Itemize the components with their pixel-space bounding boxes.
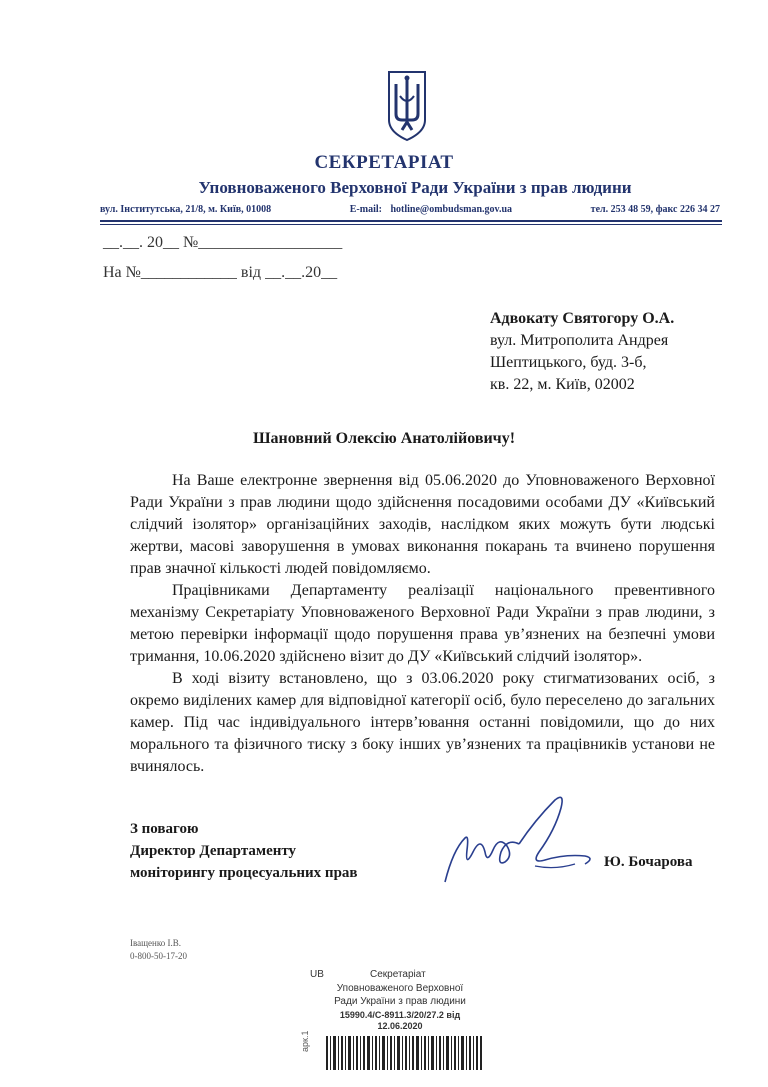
body-paragraph: Працівниками Департаменту реалізації національного превентивного механізму Секретаріату Уповноваженого Верховної Ради України з прав людини, з метою перевірки інформації щодо порушення права ув’язнених на безпечні умови тримання, 10.06.2020 здійснено візит до ДУ «Київський слідчий ізолятор». [130,582,715,665]
signer-name: Ю. Бочарова [604,854,693,870]
contact-line [100,204,720,215]
org-title: СЕКРЕТАРІАТ [314,152,454,173]
handwritten-signature [435,790,605,890]
incoming-ref-line: На №____________ від __.__.20__ [103,264,338,281]
org-phone: тел. 253 48 59, факс 226 34 27 [590,204,720,215]
signer-title: моніторингу процесуальних прав [130,865,358,881]
barcode-icon [326,1036,482,1070]
signer-title: Директор Департаменту [130,843,297,859]
stamp-code: UB [310,969,324,980]
body-paragraph: На Ваше електронне звернення від 05.06.2020 до Уповноваженого Верховної Ради України з прав людини щодо здійснення посадовими особами ДУ «Київський слідчий ізолятор» організаційних заходів, наслідком яких можуть бути людські жертви, масові заворушення в умовах виконання покарань та вчинено порушення прав значної кількості людей повідомляємо. [130,472,715,577]
org-email: hotline@ombudsman.gov.ua [390,204,513,215]
sheet-label: арк.1 [300,1030,310,1052]
addressee-line: кв. 22, м. Київ, 02002 [490,376,635,393]
trident-emblem-icon [386,70,428,142]
addressee-line: вул. Митрополита Андрея [490,332,669,349]
letterhead-rule [100,220,722,222]
outgoing-ref-line: __.__. 20__ №__________________ [103,234,343,251]
executor-info [130,937,187,963]
executor-phone: 0-800-50-17-20 [130,951,187,961]
letterhead-rule-thin [100,224,722,225]
stamp-reg-number: 15990.4/С-8911.3/20/27.2 від [339,1010,461,1020]
body-paragraph: В ході візиту встановлено, що з 03.06.2020 року стигматизованих осіб, з окремо виділених камер для відповідної категорії осіб, було переселено до загальних камер. Під час індивідуального інтерв’ювання останні повідомили, що до них морального та фізичного тиску з боку інших ув’язнених та працівників установи не вчинялось. [130,670,715,775]
org-address: вул. Інститутська, 21/8, м. Київ, 01008 [100,204,272,215]
addressee-line: Шептицького, буд. 3-б, [490,354,647,371]
org-email-group [350,204,512,215]
executor-name: Іващенко І.В. [130,938,182,948]
stamp-line: Ради України з прав людини [334,996,466,1007]
addressee-block [490,308,730,396]
stamp-date: 12.06.2020 [377,1021,423,1031]
addressee-name: Адвокату Святогору О.А. [490,310,675,327]
stamp-title: Секретаріат [370,969,426,980]
email-label: E-mail: [349,204,382,215]
closing-block [130,818,358,884]
letter-body [130,470,715,778]
salutation: Шановний Олексію Анатолійовичу! [252,430,516,447]
org-subtitle: Уповноваженого Верховної Ради України з прав людини [198,178,632,197]
closing-greeting: З повагою [130,821,199,837]
stamp-line: Уповноваженого Верховної [336,983,464,994]
